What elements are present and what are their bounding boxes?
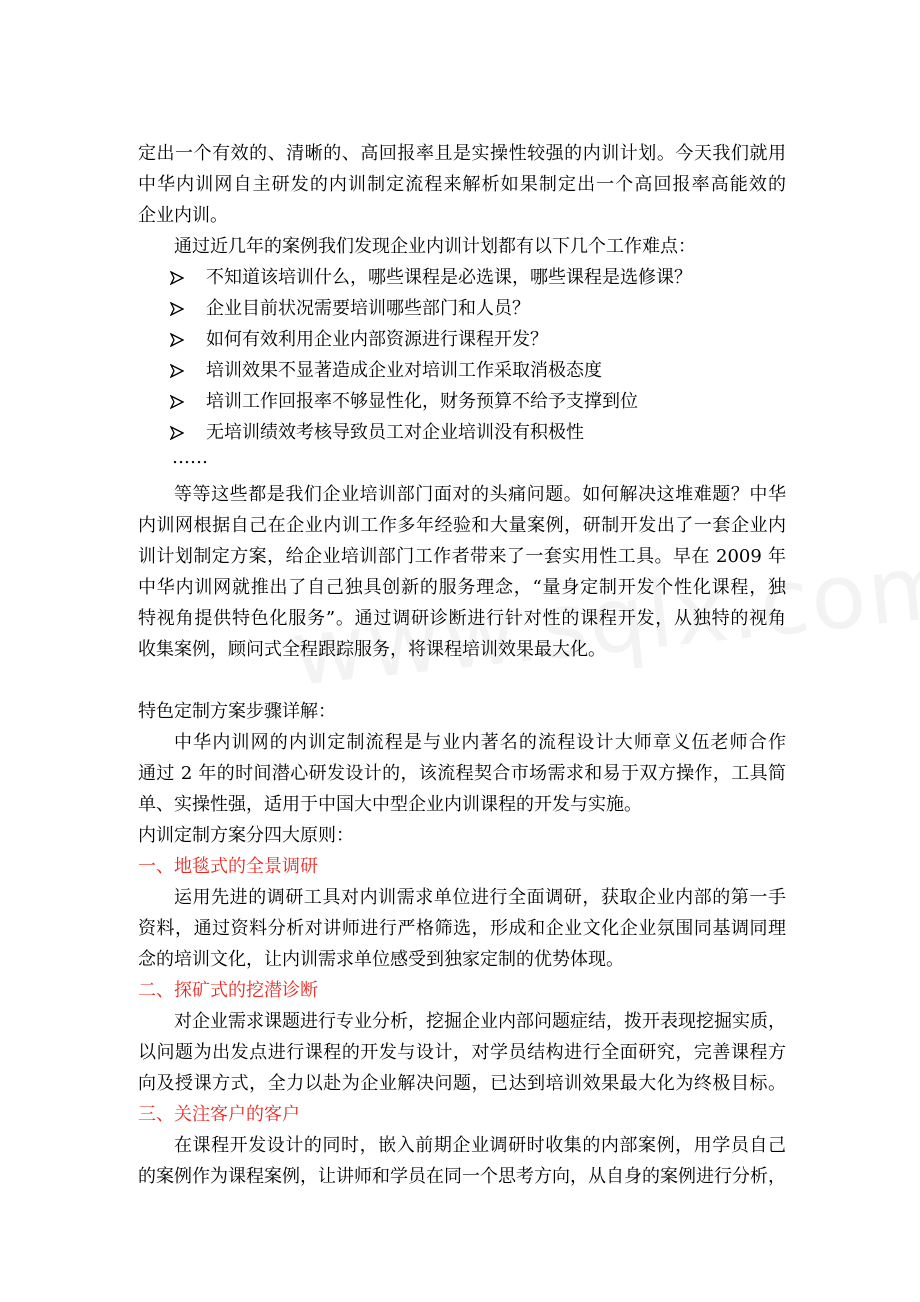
solution-line-4: 中华内训网就推出了自己独具创新的服务理念，“量身定制开发个性化课程，独 (138, 577, 786, 598)
principle-2-line-3: 向及授课方式，全力以赴为企业解决问题，已达到培训效果最大化为终极目标。 (138, 1073, 786, 1094)
principle-1-line-2: 资料，通过资料分析对讲师进行严格筛选，形成和企业文化企业氛围同基调同理 (138, 918, 786, 939)
steps-line-3: 单、实操性强，适用于中国大中型企业内训课程的开发与实施。 (138, 794, 642, 815)
steps-line-2: 通过 2 年的时间潜心研发设计的，该流程契合市场需求和易于双方操作，工具简 (138, 763, 786, 784)
principle-1-line-3: 念的培训文化，让内训需求单位感受到独家定制的优势体现。 (138, 949, 624, 970)
solution-line-1: 等等这些都是我们企业培训部门面对的头痛问题。如何解决这堆难题？中华 (174, 484, 786, 505)
difficulty-item (170, 298, 530, 320)
steps-line-1: 中华内训网的内训定制流程是与业内著名的流程设计大师章义伍老师合作 (174, 732, 786, 753)
principle-1-line-1: 运用先进的调研工具对内训需求单位进行全面调研，获取企业内部的第一手 (174, 887, 786, 908)
arrow-bullet-icon (170, 364, 184, 378)
difficulty-item (170, 360, 602, 382)
difficulty-item (170, 422, 584, 444)
solution-line-6: 收集案例，顾问式全程跟踪服务，将课程培训效果最大化。 (138, 639, 606, 660)
ellipsis: …… (172, 447, 208, 468)
difficulty-item (170, 391, 638, 413)
principle-3-line-2: 的案例作为课程案例，让讲师和学员在同一个思考方向，从自身的案例进行分析， (138, 1166, 786, 1187)
arrow-bullet-icon (170, 395, 184, 409)
steps-heading: 特色定制方案步骤详解： (138, 701, 336, 722)
principle-2-title: 二、探矿式的挖潜诊断 (138, 980, 318, 1001)
difficulty-text: 不知道该培训什么，哪些课程是必选课，哪些课程是选修课？ (206, 267, 692, 288)
difficulty-text: 培训工作回报率不够显性化，财务预算不给予支撑到位 (206, 391, 638, 412)
arrow-bullet-icon (170, 302, 184, 316)
principle-3-title: 三、关注客户的客户 (138, 1104, 300, 1125)
arrow-bullet-icon (170, 426, 184, 440)
difficulty-text: 无培训绩效考核导致员工对企业培训没有积极性 (206, 422, 584, 443)
arrow-bullet-icon (170, 333, 184, 347)
difficulty-item (170, 267, 692, 289)
arrow-bullet-icon (170, 271, 184, 285)
difficulty-item (170, 329, 548, 351)
principle-1-title: 一、地毯式的全景调研 (138, 856, 318, 877)
principles-intro: 内训定制方案分四大原则： (138, 825, 354, 846)
difficulty-text: 培训效果不显著造成企业对培训工作采取消极态度 (206, 360, 602, 381)
principle-2-line-1: 对企业需求课题进行专业分析，挖掘企业内部问题症结，拨开表现挖掘实质， (174, 1011, 786, 1032)
solution-line-3: 训计划制定方案，给企业培训部门工作者带来了一套实用性工具。早在 2009 年 (138, 546, 786, 567)
intro-line-3: 企业内训。 (138, 205, 228, 226)
difficulty-text: 企业目前状况需要培训哪些部门和人员？ (206, 298, 530, 319)
intro-line-1: 定出一个有效的、清晰的、高回报率且是实操性较强的内训计划。今天我们就用 (138, 143, 786, 164)
difficulties-lead: 通过近几年的案例我们发现企业内训计划都有以下几个工作难点： (174, 236, 696, 257)
intro-line-2: 中华内训网自主研发的内训制定流程来解析如果制定出一个高回报率高能效的 (138, 174, 786, 195)
principle-3-line-1: 在课程开发设计的同时，嵌入前期企业调研时收集的内部案例，用学员自己 (174, 1135, 786, 1156)
solution-line-2: 内训网根据自己在企业内训工作多年经验和大量案例，研制开发出了一套企业内 (138, 515, 786, 536)
difficulty-text: 如何有效利用企业内部资源进行课程开发？ (206, 329, 548, 350)
solution-line-5: 特视角提供特色化服务”。通过调研诊断进行针对性的课程开发，从独特的视角 (138, 608, 786, 629)
principle-2-line-2: 以问题为出发点进行课程的开发与设计，对学员结构进行全面研究，完善课程方 (138, 1042, 786, 1063)
